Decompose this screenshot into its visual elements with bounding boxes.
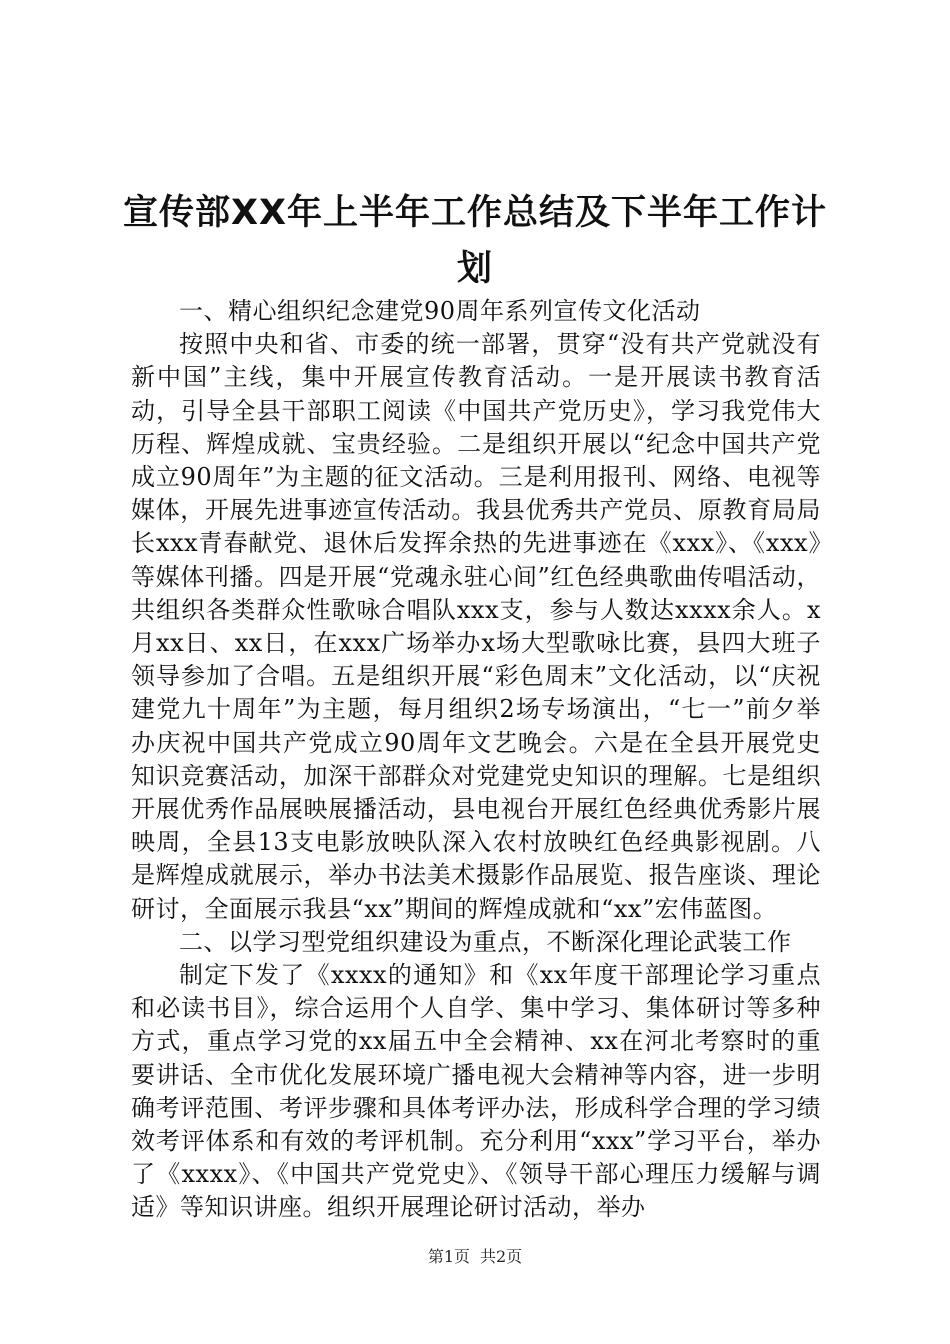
section-heading-1: 一、精心组织纪念建党90周年系列宣传文化活动	[179, 297, 701, 325]
section-heading-2: 二、以学习型党组织建设为重点，不断深化理论武装工作	[179, 927, 792, 956]
document-title-line-2: 划	[456, 249, 493, 289]
document-body	[131, 295, 821, 1225]
paragraph-2: 制定下发了《xxxx的通知》和《xx年度干部理论学习重点和必读书目》，综合运用个人自学、集中学习、集体研讨等多种方式，重点学习党的xx届五中全会精神、xx在河北考察时的重要讲话、全市优化发展环境广播电视大会精神等内容，进一步明确考评范围、考评步骤和具体考评办法，形成科学合理的学习绩效考评体系和有效的考评机制。充分利用“xxx”学习平台，举办了《xxxx》、《中国共产党党史》、《领导干部心理压力缓解与调适》等知识讲座。组织开展理论研讨活动，举办	[131, 961, 821, 1222]
page-footer	[0, 1244, 950, 1267]
page-total: 共2页	[480, 1247, 523, 1266]
page-number: 第1页	[427, 1247, 470, 1266]
paragraph-1: 按照中央和省、市委的统一部署，贯穿“没有共产党就没有新中国”主线，集中开展宣传教育活动。一是开展读书教育活动，引导全县干部职工阅读《中国共产党历史》，学习我党伟大历程、辉煌成就、宝贵经验。二是组织开展以“纪念中国共产党成立90周年”为主题的征文活动。三是利用报刊、网络、电视等媒体，开展先进事迹宣传活动。我县优秀共产党员、原教育局局长xxx青春献党、退休后发挥余热的先进事迹在《xxx》、《xxx》等媒体刊播。四是开展“党魂永驻心间”红色经典歌曲传唱活动，共组织各类群众性歌咏合唱队xxx支，参与人数达xxxx余人。x月xx日、xx日，在xxx广场举办x场大型歌咏比赛，县四大班子领导参加了合唱。五是组织开展“彩色周末”文化活动，以“庆祝建党九十周年”为主题，每月组织2场专场演出，“七一”前夕举办庆祝中国共产党成立90周年文艺晚会。六是在全县开展党史知识竞赛活动，加深干部群众对党建党史知识的理解。七是组织开展优秀作品展映展播活动，县电视台开展红色经典优秀影片展映周，全县13支电影放映队深入农村放映红色经典影视剧。八是辉煌成就展示，举办书法美术摄影作品展览、报告座谈、理论研讨，全面展示我县“xx”期间的辉煌成就和“xx”宏伟蓝图。	[131, 330, 821, 923]
document-title-line-1: 宣传部XX年上半年工作总结及下半年工作计	[123, 193, 827, 233]
